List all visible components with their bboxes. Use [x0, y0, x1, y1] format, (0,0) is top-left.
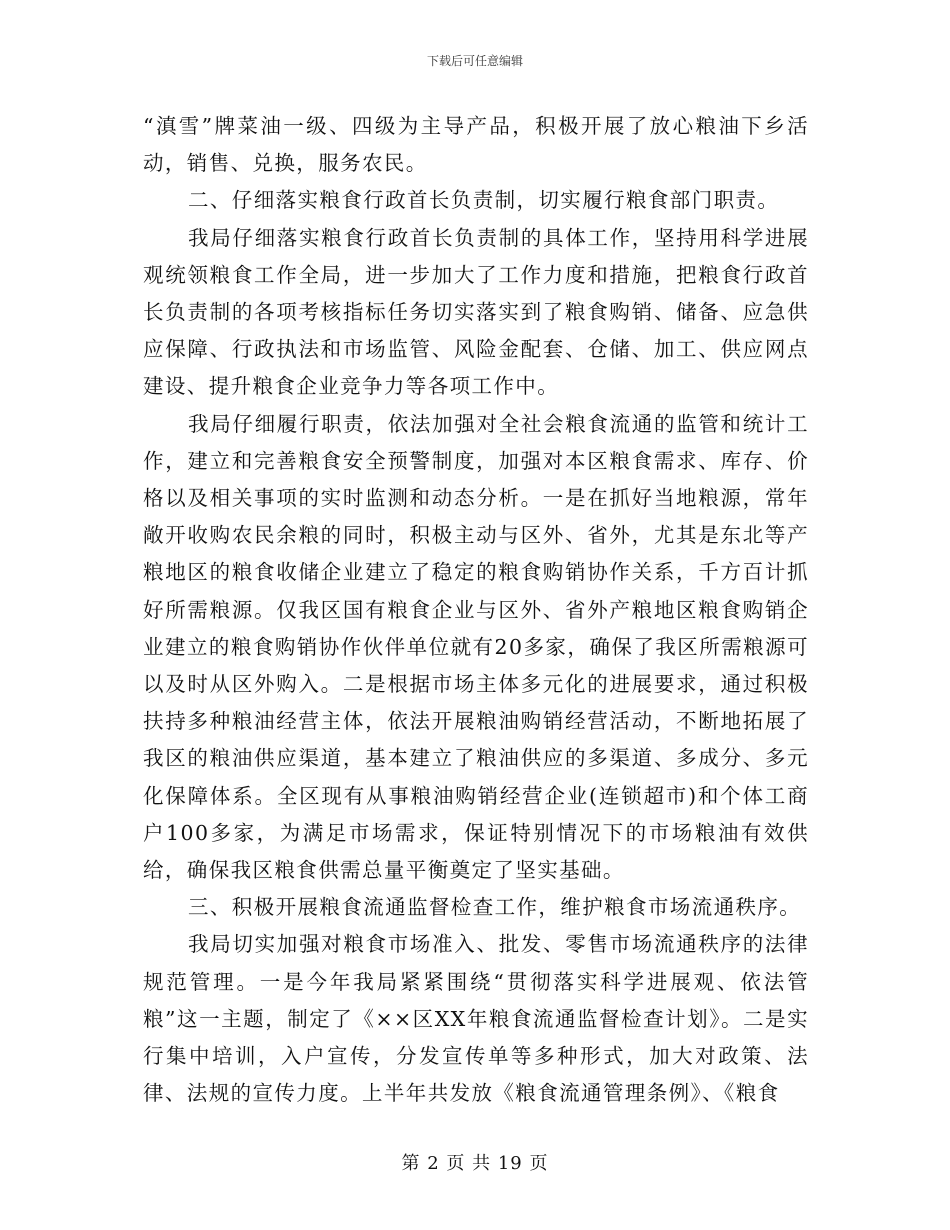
page-header: 下载后可任意编辑: [426, 54, 523, 68]
paragraph: 我局切实加强对粮食市场准入、批发、零售市场流通秩序的法律规范管理。一是今年我局紧紧围绕“贯彻落实科学进展观、依法管粮”这一主题，制定了《××区XX年粮食流通监督检查计划》。二是实行集中培训，入户宣传，分发宣传单等多种形式，加大对政策、法律、法规的宣传力度。上半年共发放《粮食流通管理条例》、《粮食: [143, 932, 809, 1106]
paragraph: 我局仔细履行职责，依法加强对全社会粮食流通的监管和统计工作，建立和完善粮食安全预警制度，加强对本区粮食需求、库存、价格以及相关事项的实时监测和动态分析。一是在抓好当地粮源，常年敞开收购农民余粮的同时，积极主动与区外、省外，尤其是东北等产粮地区的粮食收储企业建立了稳定的粮食购销协作关系，千方百计抓好所需粮源。仅我区国有粮食企业与区外、省外产粮地区粮食购销企业建立的粮食购销协作伙伴单位就有20多家，确保了我区所需粮源可以及时从区外购入。二是根据市场主体多元化的进展要求，通过积极扶持多种粮油经营主体，依法开展粮油购销经营活动，不断地拓展了我区的粮油供应渠道，基本建立了粮油供应的多渠道、多成分、多元化保障体系。全区现有从事粮油购销经营企业(连锁超市)和个体工商户100多家，为满足市场需求，保证特别情况下的市场粮油有效供给，确保我区粮食供需总量平衡奠定了坚实基础。: [143, 411, 809, 883]
section-heading: 三、积极开展粮食流通监督检查工作，维护粮食市场流通秩序。: [188, 895, 802, 920]
page-number-footer: 第 2 页 共 19 页: [401, 1153, 549, 1174]
section-heading: 二、仔细落实粮食行政首长负责制，切实履行粮食部门职责。: [188, 188, 780, 213]
paragraph: 我局仔细落实粮食行政首长负责制的具体工作，坚持用科学进展观统领粮食工作全局，进一步加大了工作力度和措施，把粮食行政首长负责制的各项考核指标任务切实落实到了粮食购销、储备、应急供应保障、行政执法和市场监管、风险金配套、仓储、加工、供应网点建设、提升粮食企业竞争力等各项工作中。: [143, 225, 809, 399]
paragraph: “滇雪”牌菜油一级、四级为主导产品，积极开展了放心粮油下乡活动，销售、兑换，服务农民。: [143, 114, 809, 176]
document-body: [143, 108, 809, 1112]
